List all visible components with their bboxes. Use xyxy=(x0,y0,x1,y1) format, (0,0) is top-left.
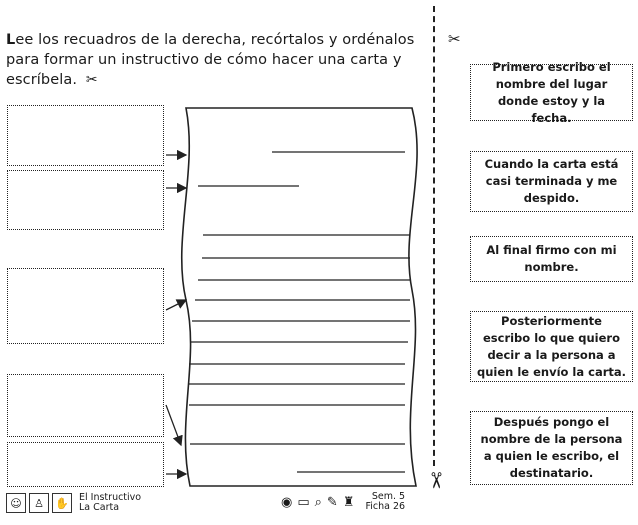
instruction-initial: L xyxy=(6,32,16,48)
footer-title: El Instructivo xyxy=(79,492,142,503)
eye-icon: ◉ xyxy=(281,494,293,510)
hand-icon: ✋ xyxy=(52,493,72,513)
card-1[interactable]: Primero escribo el nombre del lugar donde estoy y la fecha. xyxy=(470,64,633,121)
card-3[interactable]: Al final firmo con mi nombre. xyxy=(470,236,633,282)
magnifier-icon: ⌕ xyxy=(314,494,322,510)
footer-subtitle: La Carta xyxy=(79,502,120,513)
glue-icon: ♜ xyxy=(342,494,355,510)
letter-lines xyxy=(189,152,410,472)
book-icon: ▭ xyxy=(297,494,310,510)
footer-left xyxy=(6,493,141,513)
card-5[interactable]: Después pongo el nombre de la persona a quien le escribo, el destinatario. xyxy=(470,411,633,485)
card-4[interactable]: Posteriormente escribo lo que quiero decir a la persona a quien le envío la carta. xyxy=(470,311,633,382)
ficha-label: Ficha 26 xyxy=(365,501,406,512)
instruction-body: ee los recuadros de la derecha, recórtalos y ordénalos para formar un instructivo de cómo hacer una carta y escríbela. xyxy=(6,32,415,88)
letter-paper xyxy=(182,108,417,486)
dashed-cut-line xyxy=(433,6,435,466)
tools-icon: ✎ xyxy=(326,494,338,510)
footer-right xyxy=(281,492,405,512)
sem-label: Sem. 5 xyxy=(371,491,406,502)
scissors-icon: ✂ xyxy=(422,471,448,490)
card-2[interactable]: Cuando la carta está casi terminada y me despido. xyxy=(470,151,633,212)
arrows xyxy=(166,155,186,474)
scissor-person-icon: ✂ xyxy=(85,72,98,88)
people-icon: ☺ xyxy=(6,493,26,513)
person-icon: ♙ xyxy=(29,493,49,513)
scissor-person-icon-right: ✂ xyxy=(448,30,461,48)
